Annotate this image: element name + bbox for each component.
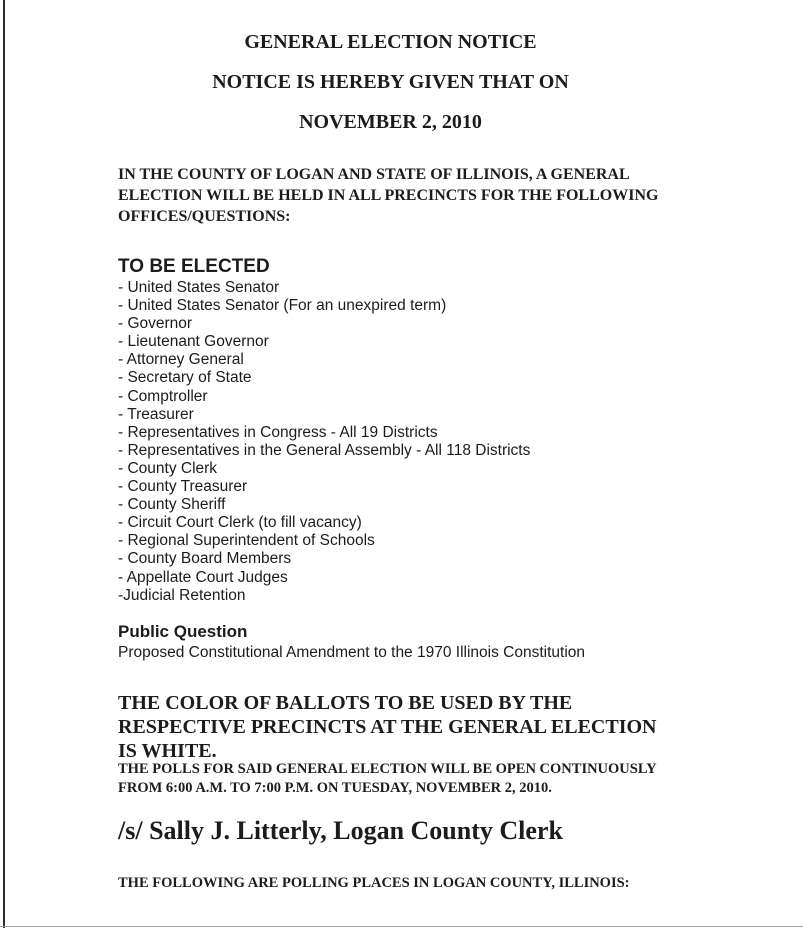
list-item: - Lieutenant Governor (118, 333, 269, 351)
list-item: - United States Senator (118, 279, 280, 296)
list-item: - Circuit Court Clerk (to fill vacancy) (118, 514, 362, 532)
ballot-color-statement: THE COLOR OF BALLOTS TO BE USED BY THE RESPECTIVE PRECINCTS AT THE GENERAL ELECTION IS WHITE. (118, 692, 657, 762)
list-item: - County Treasurer (118, 478, 248, 496)
list-item: - Representatives in the General Assembly - All 118 Districts (118, 441, 531, 459)
list-item: - Attorney General (118, 351, 244, 369)
list-item: - Comptroller (118, 387, 208, 405)
clerk-signature: /s/ Sally J. Litterly, Logan County Clerk (118, 816, 563, 845)
list-item: - Treasurer (118, 405, 194, 423)
list-item: - Governor (118, 315, 193, 333)
to-be-elected-list (118, 279, 678, 605)
public-question-heading: Public Question (118, 622, 248, 641)
bottom-page-edge-rule (0, 926, 803, 927)
intro-paragraph: IN THE COUNTY OF LOGAN AND STATE OF ILLINOIS, A GENERAL ELECTION WILL BE HELD IN ALL PRECINCTS FOR THE FOLLOWING OFFICES/QUESTIONS: (118, 166, 659, 225)
list-item: - Representatives in Congress - All 19 Districts (118, 423, 438, 441)
list-item: - County Clerk (118, 459, 218, 477)
polls-hours-statement: THE POLLS FOR SAID GENERAL ELECTION WILL BE OPEN CONTINUOUSLY FROM 6:00 A.M. TO 7:00 P.M. ON TUESDAY, NOVEMBER 2, 2010. (118, 761, 657, 796)
election-date: NOVEMBER 2, 2010 (299, 111, 482, 133)
left-page-edge-rule (3, 0, 5, 928)
list-item: - United States Senator (For an unexpired term) (118, 297, 447, 315)
list-item: - Regional Superintendent of Schools (118, 532, 375, 550)
list-item: - County Sheriff (118, 496, 226, 514)
list-item: - Appellate Court Judges (118, 568, 288, 586)
list-item: - County Board Members (118, 550, 292, 568)
document-title: GENERAL ELECTION NOTICE (244, 31, 537, 53)
list-item: - Secretary of State (118, 369, 252, 387)
list-item: -Judicial Retention (118, 586, 246, 604)
to-be-elected-heading: TO BE ELECTED (118, 256, 270, 277)
public-question-text: Proposed Constitutional Amendment to the 1970 Illinois Constitution (118, 644, 586, 661)
polling-places-heading: THE FOLLOWING ARE POLLING PLACES IN LOGAN COUNTY, ILLINOIS: (118, 875, 630, 891)
notice-subtitle: NOTICE IS HEREBY GIVEN THAT ON (212, 71, 569, 93)
